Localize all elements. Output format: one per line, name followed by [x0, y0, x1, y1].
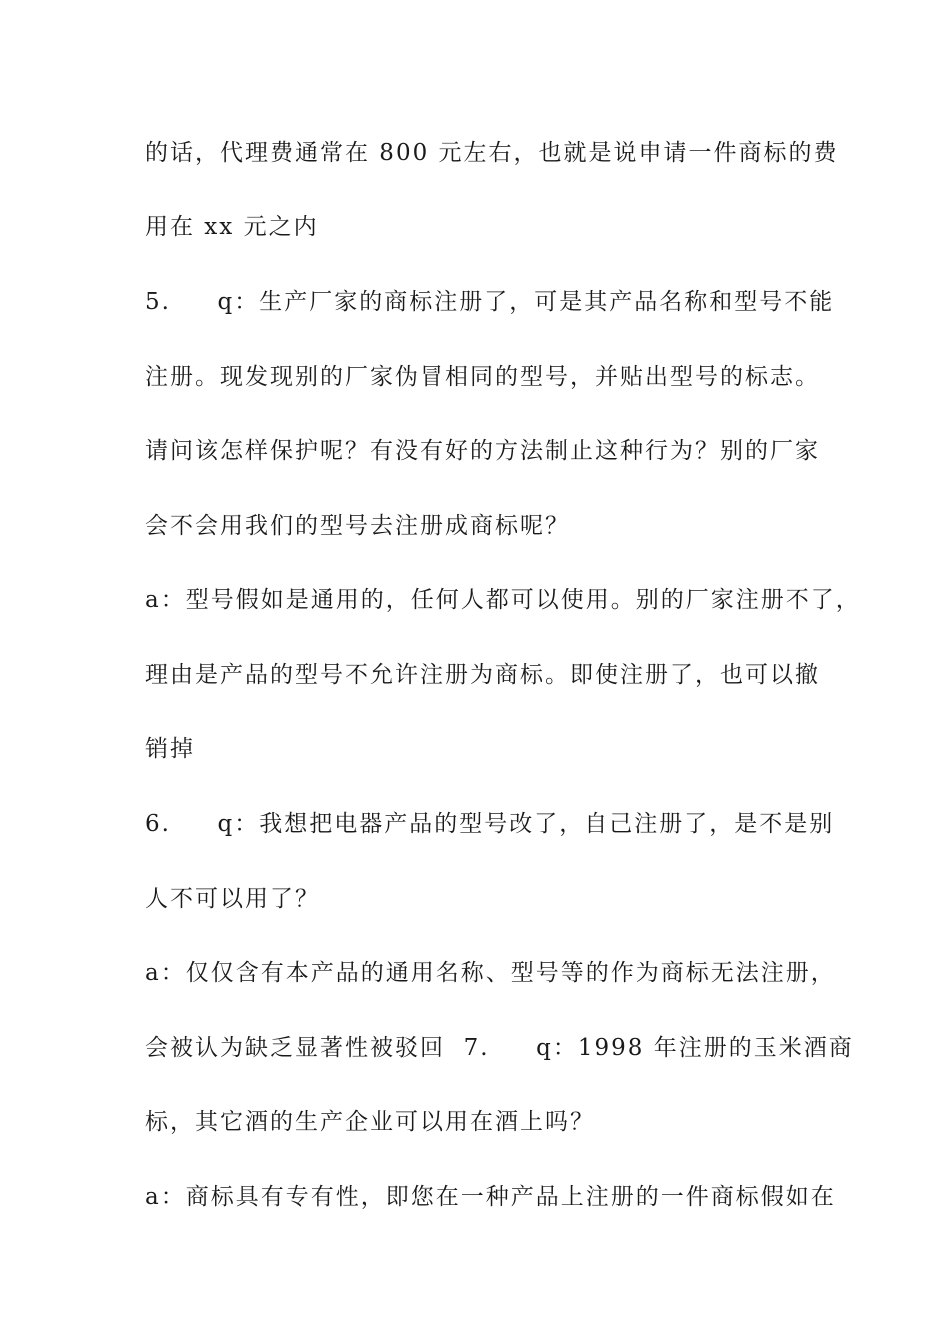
- text-line: 理由是产品的型号不允许注册为商标。即使注册了，也可以撤: [145, 662, 820, 688]
- text-line: 6. q：我想把电器产品的型号改了，自己注册了，是不是别: [145, 811, 835, 837]
- text-line: 人不可以用了？: [145, 886, 320, 912]
- text-line: 注册。现发现别的厂家伪冒相同的型号，并贴出型号的标志。: [145, 364, 820, 390]
- text-line: 会不会用我们的型号去注册成商标呢？: [145, 513, 570, 539]
- text-line: a：型号假如是通用的，任何人都可以使用。别的厂家注册不了，: [145, 587, 861, 613]
- text-line: 请问该怎样保护呢？有没有好的方法制止这种行为？别的厂家: [145, 438, 820, 464]
- text-line: 的话，代理费通常在 800 元左右，也就是说申请一件商标的费: [145, 140, 839, 166]
- text-line: 会被认为缺乏显著性被驳回 7. q：1998 年注册的玉米酒商: [145, 1035, 854, 1061]
- text-line: a：仅仅含有本产品的通用名称、型号等的作为商标无法注册，: [145, 960, 836, 986]
- text-line: 销掉: [145, 736, 195, 762]
- text-line: 5. q：生产厂家的商标注册了，可是其产品名称和型号不能: [145, 289, 835, 315]
- text-line: 标，其它酒的生产企业可以用在酒上吗？: [145, 1109, 595, 1135]
- text-line: a：商标具有专有性，即您在一种产品上注册的一件商标假如在: [145, 1184, 836, 1210]
- text-line: 用在 xx 元之内: [145, 214, 319, 240]
